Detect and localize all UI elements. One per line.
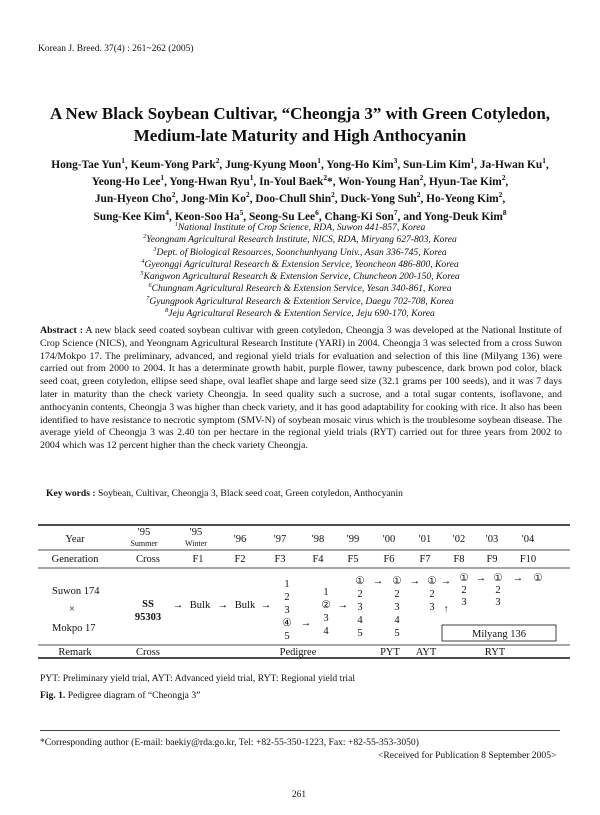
line-f5-selected: ① [355, 576, 365, 587]
line-f4: 4 [323, 626, 329, 637]
line-f6: 4 [394, 615, 400, 626]
generation-cell: F4 [312, 554, 324, 565]
arrow-icon: → [409, 576, 421, 587]
pedigree-diagram [38, 524, 570, 659]
author-sup: 1 [121, 156, 125, 166]
author-sep: , [175, 193, 182, 206]
affiliation-sup: 6 [148, 282, 152, 290]
generation-cell: F10 [519, 554, 537, 565]
line-f6: 2 [394, 589, 400, 600]
affiliation [60, 271, 540, 283]
line-f8-selected: ① [459, 573, 469, 584]
year-header: '98 [311, 534, 325, 545]
affiliation-text: National Institute of Crop Science, RDA, Suwon 441-857, Korea [177, 222, 426, 233]
affiliation-text: Chungnam Agricultural Research & Extension Service, Yesan 340-861, Korea [151, 283, 452, 295]
author-sup: 1 [470, 156, 475, 166]
author-sup: 2 [215, 156, 220, 166]
author-name: Keon-Soo Ha [174, 210, 240, 223]
author-sep: , [545, 159, 549, 171]
generation-cell: F8 [453, 554, 465, 565]
trial-abbreviations: PYT: Preliminary yield trial, AYT: Advanced yield trial, RYT: Regional yield trial [40, 673, 356, 684]
line-f7: 3 [429, 602, 435, 613]
author-sep: , [397, 159, 404, 171]
author-sup: 1 [317, 156, 321, 166]
line-f8: 2 [461, 585, 467, 596]
cross-symbol: × [69, 604, 75, 615]
figure-caption [40, 690, 200, 701]
year-season: Summer [130, 539, 158, 548]
line-f7-selected: ① [427, 576, 437, 587]
line-f9-selected: ① [493, 573, 503, 584]
author-sup: 2 [171, 190, 176, 200]
affiliation-sup: 3 [153, 245, 157, 253]
author-line [40, 174, 560, 191]
author-sep: , [318, 210, 325, 223]
author-name: Ho-Yeong Kim [426, 193, 499, 206]
abstract-label: Abstract : [40, 325, 83, 336]
affiliation-text: Gyungpook Agricultural Research & Extention Service, Daegu 702-708, Korea [149, 295, 454, 307]
author-sep: , [502, 193, 506, 206]
affiliation-text: Gyeonggi Agricultural Research & Extension Service, Yeoncheon 486-800, Korea [144, 258, 459, 270]
author-line [40, 157, 560, 174]
author-name: Sun-Lim Kim [403, 159, 471, 171]
arrow-icon: → [260, 600, 272, 611]
affiliation-sup: 4 [141, 257, 145, 265]
parent-female: Suwon 174 [52, 586, 100, 597]
affiliation-sup: 2 [143, 233, 147, 241]
author-name: Yong-Hwan Ryu [169, 176, 250, 189]
line-f3-selected: ④ [282, 618, 292, 629]
author-sup: 2 [416, 190, 421, 200]
author-sup: 3 [393, 156, 398, 166]
affiliation [60, 296, 540, 308]
year-header: '02 [452, 534, 466, 545]
author-sep: , [168, 210, 175, 223]
author-name: Jung-Kyung Moon [225, 159, 318, 171]
author-name: Hyun-Tae Kim [429, 176, 502, 189]
author-name: Yeong-Ho Lee [91, 176, 161, 189]
line-f5: 5 [357, 628, 363, 639]
affiliation-sup: 5 [140, 270, 144, 277]
remark-pyt: PYT [380, 647, 400, 658]
affiliation-text: Jeju Agricultural Research & Extention Service, Jeju 690-170, Korea [168, 308, 435, 320]
arrow-icon: → [217, 600, 229, 611]
line-f6-selected: ① [392, 576, 402, 587]
author-sep: , and [397, 210, 425, 223]
author-sup: 2 [246, 190, 250, 200]
line-f9: 3 [495, 597, 501, 608]
author-sep: , [243, 210, 249, 223]
author-sep: , [420, 193, 427, 206]
author-name: Jun-Hyeon Cho [94, 193, 172, 206]
year-header: '00 [382, 534, 396, 545]
line-f7: 2 [429, 589, 435, 600]
row-label-remark: Remark [58, 647, 92, 658]
footnote-rule [40, 730, 560, 731]
affiliation-text: Yeongnam Agricultural Research Institute, NICS, RDA, Miryang 627-803, Korea [146, 234, 457, 246]
author-name: Chang-Ki Son [324, 210, 394, 223]
row-label-year: Year [65, 534, 85, 545]
year-header: '04 [521, 534, 535, 545]
line-f3: 2 [284, 592, 290, 603]
affiliation [60, 259, 540, 271]
author-sep: , [505, 176, 509, 189]
author-name: Yong-Deuk Kim [424, 210, 503, 223]
affiliation-sup: 1 [174, 220, 178, 228]
author-sep: , [164, 176, 170, 189]
remark-ryt: RYT [484, 647, 506, 658]
arrow-up-icon: ↑ [443, 604, 449, 615]
author-list [40, 157, 560, 226]
year-header: '03 [485, 534, 499, 545]
year-header: '96 [233, 534, 247, 545]
line-f4: 1 [323, 587, 329, 598]
line-f5: 4 [357, 615, 363, 626]
author-sep: , [474, 159, 480, 171]
generation-cell: F5 [347, 554, 359, 565]
affiliation-text: Kangwon Agricultural Research & Extension Service, Chuncheon 200-150, Korea [143, 271, 460, 283]
author-sep: , [124, 159, 131, 171]
line-f6: 5 [394, 628, 400, 639]
year-header: '95 [189, 527, 203, 538]
line-f4-selected: ② [321, 600, 331, 611]
arrow-icon: → [172, 600, 184, 611]
author-sup: 1 [160, 173, 165, 183]
generation-cell: F6 [383, 554, 395, 565]
bulk-f2: Bulk [234, 600, 256, 611]
journal-reference: Korean J. Breed. 37(4) : 261~262 (2005) [38, 44, 194, 54]
affiliation-list [60, 222, 540, 320]
page-number: 261 [292, 790, 307, 800]
author-name: Sung-Kee Kim [93, 210, 166, 223]
generation-cell: F2 [234, 554, 246, 565]
figure-caption-text: Pedigree diagram of “Cheongja 3” [67, 690, 201, 701]
line-f10-selected: ① [533, 573, 543, 584]
affiliation-sup: 7 [146, 294, 150, 302]
author-name: Yong-Ho Kim [326, 159, 394, 171]
author-sep: , [423, 176, 429, 189]
title-line-1: A New Black Soybean Cultivar, “Cheongja 3” with Green Cotyledon, [49, 104, 551, 123]
affiliation [60, 308, 540, 320]
author-sep: , [219, 159, 226, 171]
author-sup: 1 [542, 156, 546, 166]
corresponding-author: *Corresponding author (E-mail: baekiy@rda.go.kr, Tel: +82-55-350-1223, Fax: +82-55-353-3050) [40, 737, 419, 748]
author-name: In-Youl Baek [259, 176, 324, 189]
affiliation-text: Dept. of Biological Resources, Soonchunhyang Univ., Asan 336-745, Korea [156, 246, 447, 258]
author-line [40, 191, 560, 208]
author-sup: 5 [239, 207, 244, 217]
remark-pedigree: Pedigree [279, 647, 317, 658]
arrow-icon: → [337, 600, 349, 611]
author-sep: , [334, 193, 341, 206]
author-sup: 7 [393, 207, 398, 217]
keywords-text: Soybean, Cultivar, Cheongja 3, Black seed coat, Green cotyledon, Anthocyanin [97, 488, 403, 499]
generation-cell: F7 [419, 554, 431, 565]
year-header: '95 [137, 527, 151, 538]
arrow-icon: → [372, 576, 384, 587]
generation-cell: F9 [486, 554, 498, 565]
keywords [46, 488, 403, 499]
parent-male: Mokpo 17 [52, 623, 96, 634]
author-sep: *, [327, 176, 339, 189]
line-f3: 5 [284, 631, 290, 642]
author-sup: 2 [331, 190, 335, 200]
author-name: Jong-Min Ko [181, 193, 246, 206]
arrow-icon: → [300, 618, 312, 629]
author-sup: 6 [315, 207, 319, 217]
author-sup: 2 [323, 173, 328, 183]
figure-label: Fig. 1. [40, 690, 66, 701]
line-f4: 3 [323, 613, 329, 624]
year-season: Winter [185, 539, 207, 548]
affiliation [60, 247, 540, 259]
affiliation [60, 234, 540, 246]
paper-title [40, 103, 560, 147]
line-f6: 3 [394, 602, 400, 613]
author-sup: 4 [165, 207, 169, 217]
line-f5: 3 [357, 602, 363, 613]
arrow-icon: → [440, 576, 452, 587]
title-line-2: Medium-late Maturity and High Anthocyanin [133, 126, 467, 145]
affiliation [60, 222, 540, 234]
line-f3: 3 [284, 605, 290, 616]
author-sep: , [249, 193, 256, 206]
author-sep: , [253, 176, 260, 189]
cross-code-prefix: SS [142, 599, 154, 610]
selected-line-name: Milyang 136 [472, 629, 526, 640]
arrow-icon: → [475, 573, 487, 584]
received-date: <Received for Publication 8 September 2005> [378, 750, 557, 761]
line-f3: 1 [284, 579, 290, 590]
author-sup: 8 [502, 207, 507, 217]
abstract-text: A new black seed coated soybean cultivar with green cotyledon, Cheongja 3 was developed at the National Institute of Crop Science (NICS), and Yeongnam Agricultural Research Institute (YARI) in 2004. Cheongja 3 was selected from a cross Suwon 174/Mokpo 17. The preliminary, advanced, and regional yield trials for evaluation and selection of this line (Milyang 136) were carried out from 2000 to 2004. It has a determinate growth habit, purple flower, tawny pubescence, dark brown pod color, black seed coat, green cotyledon, ellipse seed shape, oval leaflet shape and large seed size (32.1 grams per 100 seeds), and it was 7 days later in maturity than the check variety Cheongja. In seed quality such a sucrose, and a total sugar contents, isoflavone, and anthocyanin contents, Cheongja 3 was higher than check variety, and it has good adaptability for cooking with rice. It also has been identified to have resistance to necrotic symptom (SMV-N) of soybean mosaic virus which is the troublesome soybean disease. The average yield of Cheongja 3 was 2.40 ton per hectare in the regional yield trials (RYT) carried out for three years from 2002 to 2004 which was 12 percent higher than the check variety Cheongja. [40, 325, 562, 452]
year-header: '99 [346, 534, 360, 545]
author-name: Doo-Chull Shin [255, 193, 332, 206]
author-name: Keum-Yong Park [130, 159, 216, 171]
line-f8: 3 [461, 597, 467, 608]
author-name: Duck-Yong Suh [340, 193, 417, 206]
remark-ayt: AYT [415, 647, 437, 658]
line-f5: 2 [357, 589, 363, 600]
year-header: '01 [418, 534, 432, 545]
author-name: Ja-Hwan Ku [479, 159, 543, 171]
author-name: Won-Young Han [338, 176, 420, 189]
author-sep: , [320, 159, 327, 171]
author-sup: 2 [419, 173, 424, 183]
generation-cell: F3 [274, 554, 286, 565]
abstract [40, 325, 562, 453]
author-sup: 2 [501, 173, 506, 183]
affiliation-sup: 8 [165, 306, 169, 314]
line-f9: 2 [495, 585, 501, 596]
generation-cell: F1 [192, 554, 204, 565]
author-name: Hong-Tae Yun [51, 159, 122, 171]
generation-cell: Cross [136, 554, 160, 565]
keywords-label: Key words : [46, 488, 96, 499]
bulk-f1: Bulk [189, 600, 211, 611]
author-name: Seong-Su Lee [248, 210, 316, 223]
remark-cross: Cross [136, 647, 160, 658]
author-sup: 2 [498, 190, 503, 200]
row-label-generation: Generation [51, 554, 99, 565]
affiliation [60, 283, 540, 295]
year-header: '97 [273, 534, 287, 545]
arrow-icon: → [512, 573, 524, 584]
author-sup: 1 [249, 173, 254, 183]
cross-code-number: 95303 [134, 612, 162, 623]
